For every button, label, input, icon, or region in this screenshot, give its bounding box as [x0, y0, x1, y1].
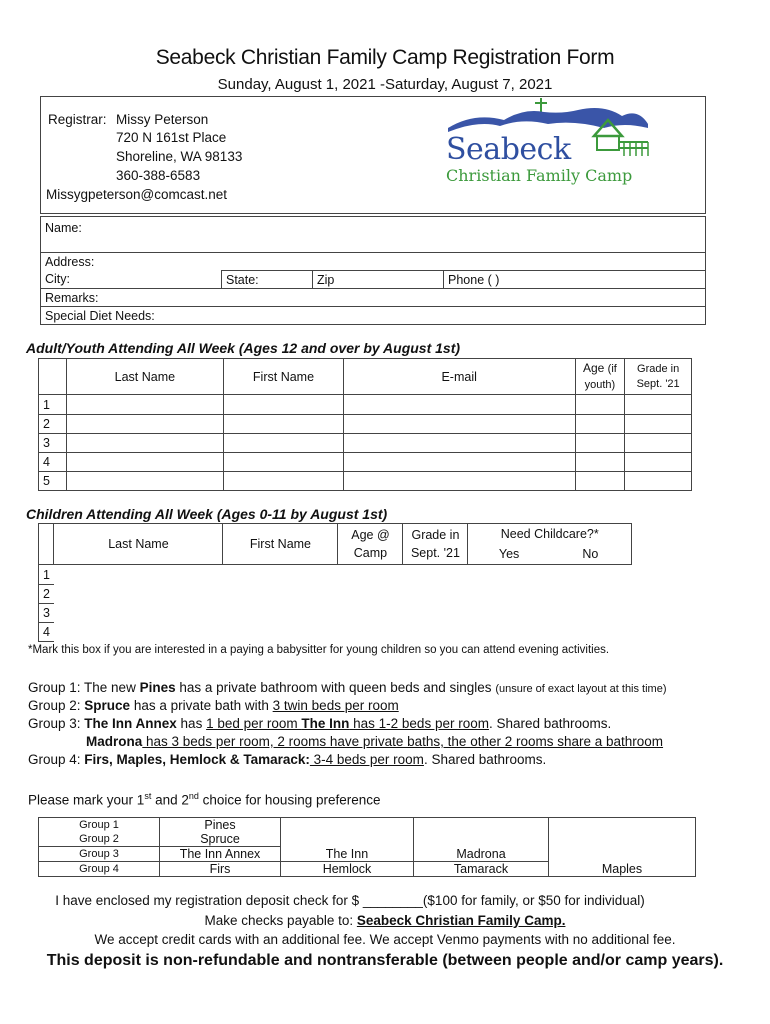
adult-col-first: First Name [224, 359, 344, 395]
group-1: Group 1: The new Pines has a private bathroom with queen beds and singles (unsure of exact layout at this time) [28, 680, 667, 695]
payment-line-2: Make checks payable to: Seabeck Christian Family Camp. [204, 913, 566, 928]
housing-prompt: Please mark your 1st and 2nd choice for housing preference [28, 791, 381, 808]
childcare-footnote: *Mark this box if you are interested in a paying a babysitter for young children so you can attend evening activities. [28, 644, 610, 656]
table-row: 1 [39, 565, 632, 585]
children-heading: Children Attending All Week (Ages 0-11 by August 1st) [26, 506, 388, 522]
logo-seabeck: Seabeck [446, 132, 571, 167]
children-table [38, 523, 632, 642]
table-row: 4 [39, 453, 692, 472]
child-col-last: Last Name [54, 524, 223, 565]
adult-col-email: E-mail [343, 359, 575, 395]
city-field[interactable]: City: [41, 271, 222, 289]
table-row: 5 [39, 472, 692, 491]
remarks-field[interactable]: Remarks: [41, 289, 706, 307]
adult-table [38, 358, 692, 491]
phone-field[interactable]: Phone ( ) [444, 271, 706, 289]
table-row: 4 [39, 623, 632, 642]
zip-field[interactable]: Zip [313, 271, 444, 289]
registrar-street: 720 N 161st Place [116, 130, 227, 145]
registrar-city: Shoreline, WA 98133 [116, 149, 243, 164]
registrar-name: Missy Peterson [116, 112, 209, 127]
table-row: 3 [39, 604, 632, 623]
state-field[interactable]: State: [222, 271, 313, 289]
page-title: Seabeck Christian Family Camp Registration Form [155, 46, 615, 69]
child-col-childcare: Need Childcare?* Yes No [468, 524, 632, 565]
camp-dates: Sunday, August 1, 2021 -Saturday, August 7, 2021 [217, 76, 553, 93]
payment-line-3: We accept credit cards with an additional fee. We accept Venmo payments with no additional fee. [94, 932, 676, 947]
registrar-phone: 360-388-6583 [116, 168, 201, 183]
seabeck-logo [444, 98, 654, 190]
address-field[interactable]: Address: [41, 253, 706, 271]
adult-col-age: Age (if youth) [575, 359, 625, 395]
group-2: Group 2: Spruce has a private bath with 3 twin beds per room [28, 698, 399, 713]
table-row: 3 [39, 434, 692, 453]
adult-heading: Adult/Youth Attending All Week (Ages 12 and over by August 1st) [26, 340, 461, 356]
deposit-notice: This deposit is non-refundable and nontransferable (between people and/or camp years). [46, 952, 724, 969]
registrar-label: Registrar: [48, 112, 107, 127]
housing-table: Group 1 Pines Group 2 Spruce Group 3 The Inn Annex The Inn Madrona Group 4 Firs Hemlock Tamarack Maples [38, 817, 696, 877]
logo-tagline: Christian Family Camp [446, 166, 633, 185]
group-4: Group 4: Firs, Maples, Hemlock & Tamarack: 3-4 beds per room. Shared bathrooms. [28, 752, 547, 767]
adult-col-grade: Grade in Sept. '21 [625, 359, 692, 395]
contact-table [40, 216, 706, 325]
child-col-first: First Name [223, 524, 338, 565]
table-row: 2 [39, 415, 692, 434]
diet-field[interactable]: Special Diet Needs: [41, 307, 706, 325]
registrar-email: Missygpeterson@comcast.net [46, 187, 228, 202]
name-field[interactable]: Name: [41, 217, 706, 253]
group-3: Group 3: The Inn Annex has 1 bed per room The Inn has 1-2 beds per room. Shared bathrooms. [28, 716, 612, 731]
child-col-age: Age @ Camp [338, 524, 403, 565]
table-row: 2 [39, 585, 632, 604]
child-col-grade: Grade in Sept. '21 [403, 524, 468, 565]
payment-line-1: I have enclosed my registration deposit check for $ ________($100 for family, or $50 for individual) [55, 893, 645, 908]
adult-col-last: Last Name [66, 359, 224, 395]
table-row: 1 [39, 395, 692, 415]
group-3-madrona: Madrona has 3 beds per room, 2 rooms have private baths, the other 2 rooms share a bathroom [86, 734, 664, 749]
